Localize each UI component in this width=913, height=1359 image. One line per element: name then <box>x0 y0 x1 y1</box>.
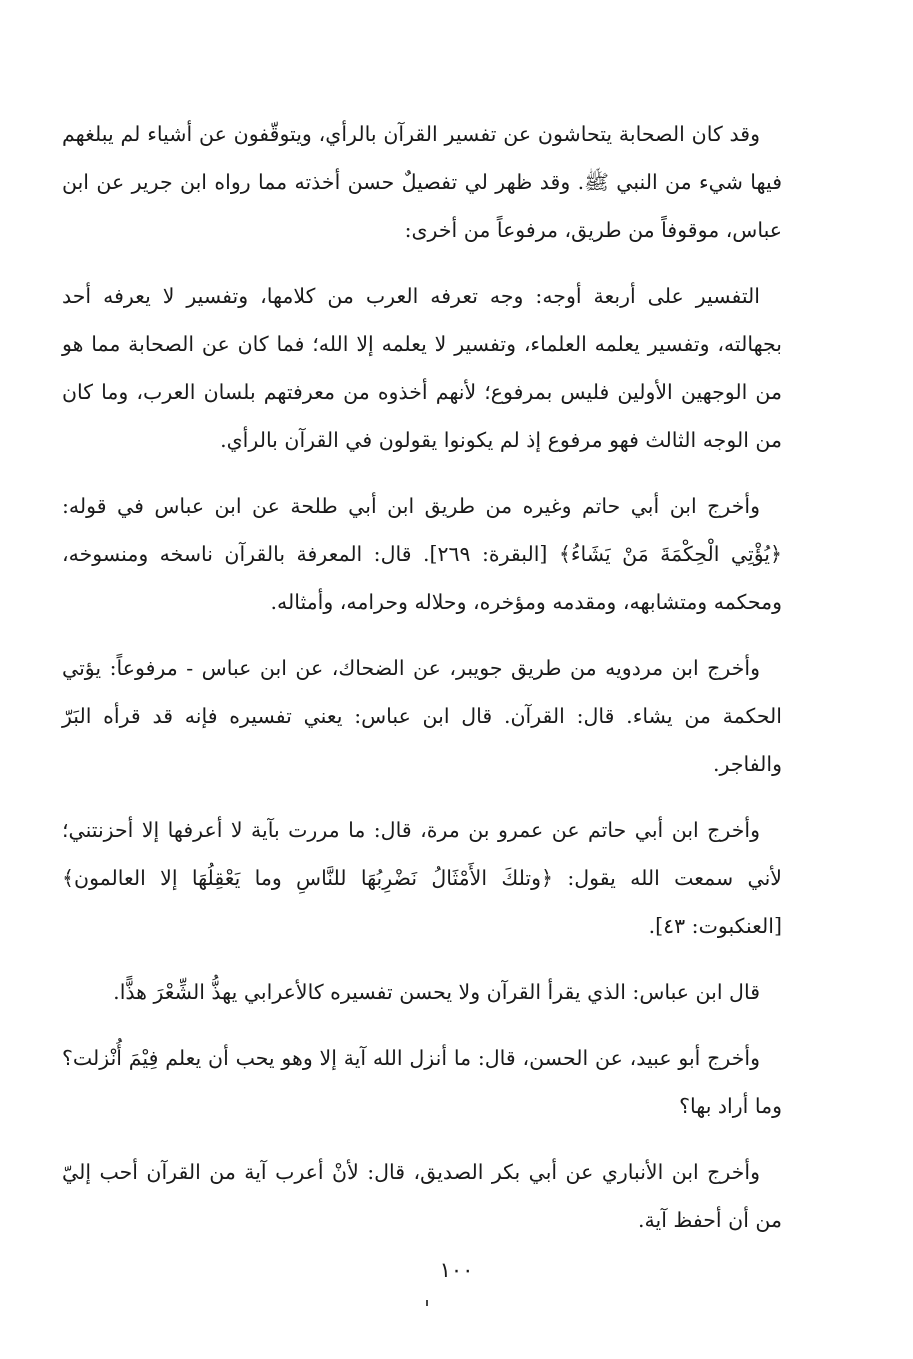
paragraph: وقد كان الصحابة يتحاشون عن تفسير القرآن بالرأي، ويتوقّفون عن أشياء لم يبلغهم فيها شيء من النبي ﷺ. وقد ظهر لي تفصيلٌ حسن أخذته مما رواه ابن جرير عن ابن عباس، موقوفاً من طريق، مرفوعاً من أخرى: <box>62 122 782 242</box>
paragraph: قال ابن عباس: الذي يقرأ القرآن ولا يحسن تفسيره كالأعرابي يهذُّ الشِّعْرَ هذًّا. <box>113 980 760 1004</box>
paragraph: التفسير على أربعة أوجه: وجه تعرفه العرب من كلامها، وتفسير لا يعرفه أحد بجهالته، وتفسير يعلمه العلماء، وتفسير لا يعلمه إلا الله؛ فما كان عن الصحابة مما هو من الوجهين الأولين فليس بمرفوع؛ لأنهم أخذوه من معرفتهم بلسان العرب، وما كان من الوجه الثالث فهو مرفوع إذ لم يكونوا يقولون في القرآن بالرأي. <box>62 284 782 452</box>
page-number: ١٠٠ <box>439 1258 474 1282</box>
paragraph: وأخرج ابن الأنباري عن أبي بكر الصديق، قال: لأنْ أعرب آية من القرآن أحب إليّ من أن أحفظ آية. <box>62 1160 782 1232</box>
paragraph: وأخرج ابن مردويه من طريق جويبر، عن الضحاك، عن ابن عباس - مرفوعاً: يؤتي الحكمة من يشاء. قال: القرآن. قال ابن عباس: يعني تفسيره فإنه قد قرأه البَرّ والفاجر. <box>62 656 782 776</box>
paragraph: وأخرج ابن أبي حاتم وغيره من طريق ابن أبي طلحة عن ابن عباس في قوله: ﴿يُؤْتِي الْحِكْمَةَ مَنْ يَشَاءُ﴾ [البقرة: ٢٦٩]. قال: المعرفة بالقرآن ناسخه ومنسوخه، ومحكمه ومتشابهه، ومقدمه ومؤخره، وحلاله وحرامه، وأمثاله. <box>62 494 782 614</box>
paragraph: وأخرج أبو عبيد، عن الحسن، قال: ما أنزل الله آية إلا وهو يحب أن يعلم فِيْمَ أُنْزلت؟ وما أراد بها؟ <box>62 1046 782 1118</box>
page-mark <box>426 1300 428 1306</box>
paragraph: وأخرج ابن أبي حاتم عن عمرو بن مرة، قال: ما مررت بآية لا أعرفها إلا أحزنتني؛ لأني سمعت الله يقول: ﴿وتلكَ الأَمْثَالُ نَضْرِبُهَا للنَّاسِ وما يَعْقِلُهَا إلا العالمون﴾ [العنكبوت: ٤٣]. <box>62 818 782 938</box>
page-body <box>62 110 782 1262</box>
